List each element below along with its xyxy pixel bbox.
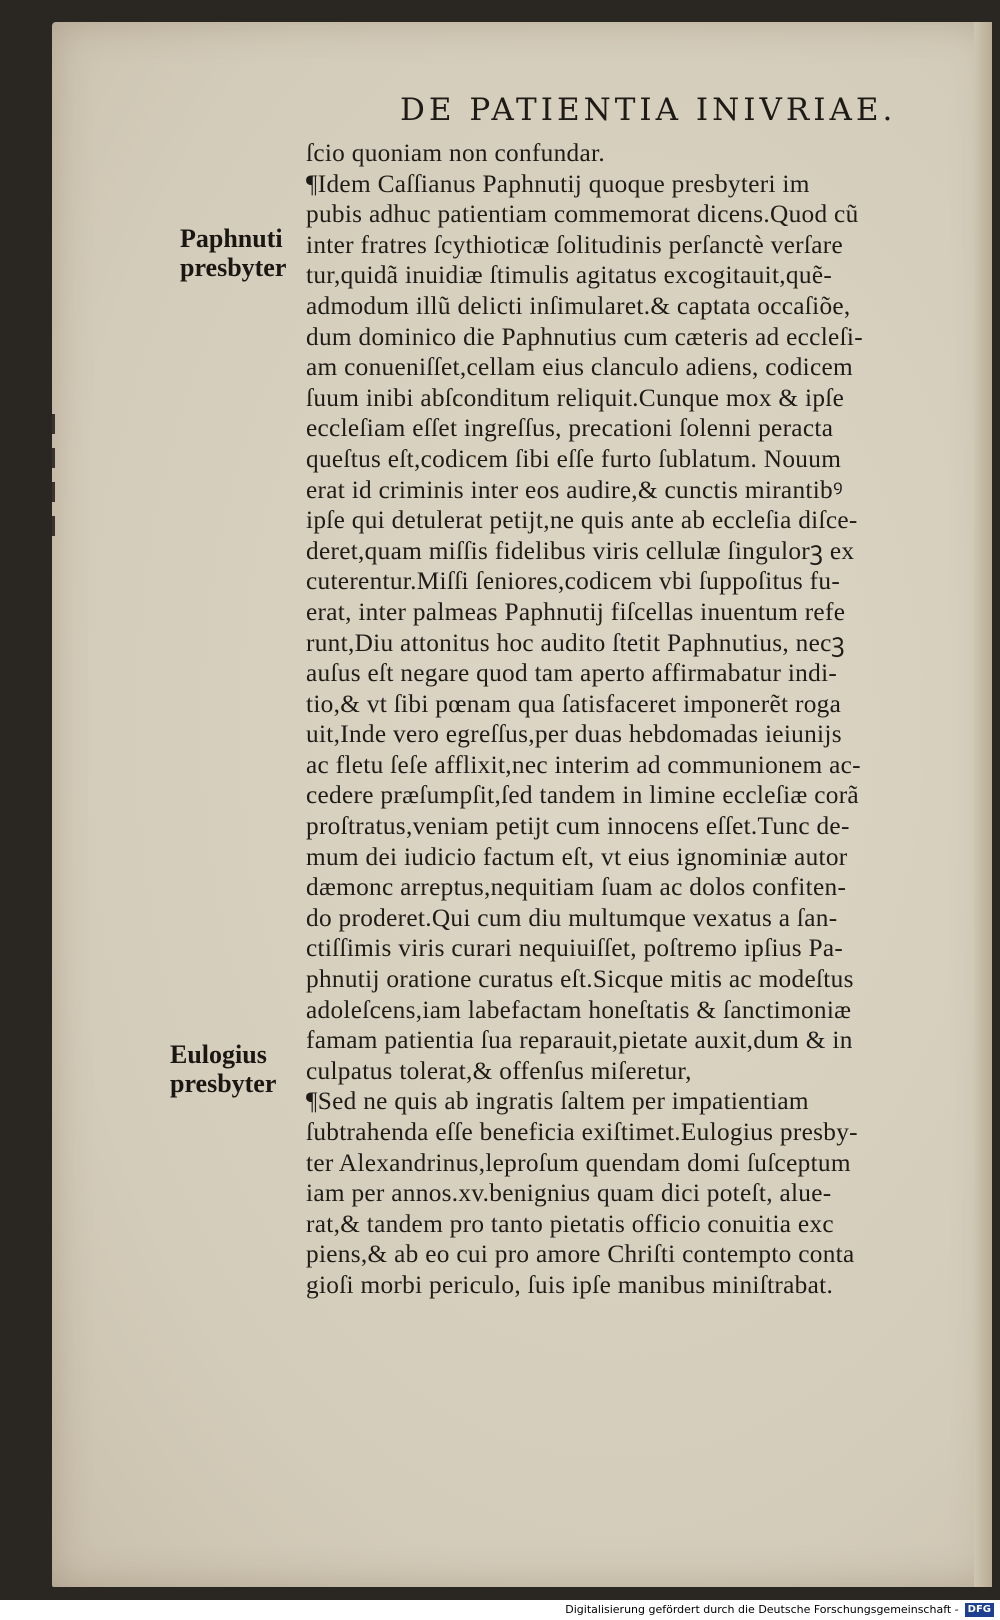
- text-line: inter fratres ſcythioticæ ſolitudinis perſanctè verſare: [306, 230, 844, 259]
- text-line: deret,quam miſſis fidelibus viris cellulæ ſingulorꝫ ex: [306, 536, 855, 565]
- text-line: dæmonc arreptus,nequitiam ſuam ac dolos confiten-: [306, 873, 847, 902]
- text-line: cedere præſumpſit,ſed tandem in limine eccleſiæ corã: [306, 781, 859, 810]
- text-line: ac fletu ſeſe afflixit,nec interim ad communionem ac-: [306, 750, 861, 779]
- text-line: ctiſſimis viris curari nequiuiſſet, poſtremo ipſius Pa-: [306, 934, 844, 963]
- text-line: eccleſiam eſſet ingreſſus, precationi ſolenni peracta: [306, 414, 834, 443]
- text-line: ter Alexandrinus,leproſum quendam domi ſuſceptum: [306, 1148, 851, 1177]
- marginal-note-line: Paphnuti: [180, 224, 283, 253]
- text-line: erat, inter palmeas Paphnutij fiſcellas inuentum refe: [306, 597, 846, 626]
- text-line: ſuum inibi abſconditum reliquit.Cunque mox & ipſe: [306, 383, 845, 412]
- body-text: [306, 138, 966, 1301]
- text-line: tur,quidã inuidiæ ſtimulis agitatus excogitauit,quẽ-: [306, 261, 833, 290]
- text-line: mum dei iudicio factum eſt, vt eius ignominiæ autor: [306, 842, 848, 871]
- text-line: admodum illũ delicti inſimularet.& captata occaſiõe,: [306, 291, 851, 320]
- text-line: culpatus tolerat,& offenſus miſeretur,: [306, 1056, 692, 1085]
- text-line: iam per annos.xv.benignius quam dici poteſt, alue-: [306, 1179, 832, 1208]
- text-line: piens,& ab eo cui pro amore Chriſti contempto conta: [306, 1240, 855, 1269]
- running-head: DE PATIENTIA INIVRIAE.: [400, 92, 897, 128]
- funding-credit: Digitalisierung gefördert durch die Deutsche Forschungsgemeinschaft -: [565, 1603, 959, 1616]
- text-line: pubis adhuc patientiam commemorat dicens.Quod cũ: [306, 200, 859, 229]
- page-edge: [974, 22, 992, 1587]
- text-line: erat id criminis inter eos audire,& cunctis mirantibꝰ: [306, 475, 843, 504]
- text-line: ipſe qui detulerat petijt,ne quis ante ab eccleſia diſce-: [306, 506, 858, 535]
- text-line: queſtus eſt,codicem ſibi eſſe furto ſublatum. Nouum: [306, 444, 842, 473]
- dfg-logo: DFG: [965, 1603, 994, 1617]
- marginal-note-paphnuti: [180, 224, 286, 282]
- text-line: famam patientia ſua reparauit,pietate auxit,dum & in: [306, 1026, 853, 1055]
- text-line: proſtratus,veniam petijt cum innocens eſſet.Tunc de-: [306, 812, 850, 841]
- text-line: gioſi morbi periculo, ſuis ipſe manibus miniſtrabat.: [306, 1270, 834, 1299]
- footer-bar: [0, 1600, 1000, 1620]
- text-line: uit,Inde vero egreſſus,per duas hebdomadas ieiunijs: [306, 720, 842, 749]
- text-line: auſus eſt negare quod tam aperto affirmabatur indi-: [306, 659, 838, 688]
- text-line: tio,& vt ſibi pœnam qua ſatisfaceret imponerẽt roga: [306, 689, 842, 718]
- text-line: cuterentur.Miſſi ſeniores,codicem vbi ſuppoſitus fu-: [306, 567, 841, 596]
- text-line: rat,& tandem pro tanto pietatis officio conuitia exc: [306, 1209, 834, 1238]
- text-line: ¶Sed ne quis ab ingratis ſaltem per impatientiam: [306, 1087, 809, 1116]
- text-line: adoleſcens,iam labefactam honeſtatis & ſanctimoniæ: [306, 995, 852, 1024]
- marginal-note-line: presbyter: [170, 1069, 277, 1098]
- text-line: am conueniſſet,cellam eius clanculo adiens, codicem: [306, 353, 854, 382]
- text-line: dum dominico die Paphnutius cum cæteris ad eccleſi-: [306, 322, 863, 351]
- text-line: ¶Idem Caſſianus Paphnutij quoque presbyteri im: [306, 169, 810, 198]
- marginal-note-line: Eulogius: [170, 1040, 267, 1069]
- marginal-note-eulogius: [170, 1040, 276, 1098]
- marginal-note-line: presbyter: [180, 253, 287, 282]
- text-line: ſcio quoniam non confundar.: [306, 139, 605, 167]
- text-line: runt,Diu attonitus hoc audito ſtetit Paphnutius, necꝫ: [306, 628, 845, 657]
- text-line: ſubtrahenda eſſe beneficia exiſtimet.Eulogius presby-: [306, 1118, 858, 1146]
- text-line: do proderet.Qui cum diu multumque vexatus a ſan-: [306, 903, 838, 932]
- spine-marks: [50, 400, 58, 600]
- text-line: phnutij oratione curatus eſt.Sicque mitis ac modeſtus: [306, 965, 854, 994]
